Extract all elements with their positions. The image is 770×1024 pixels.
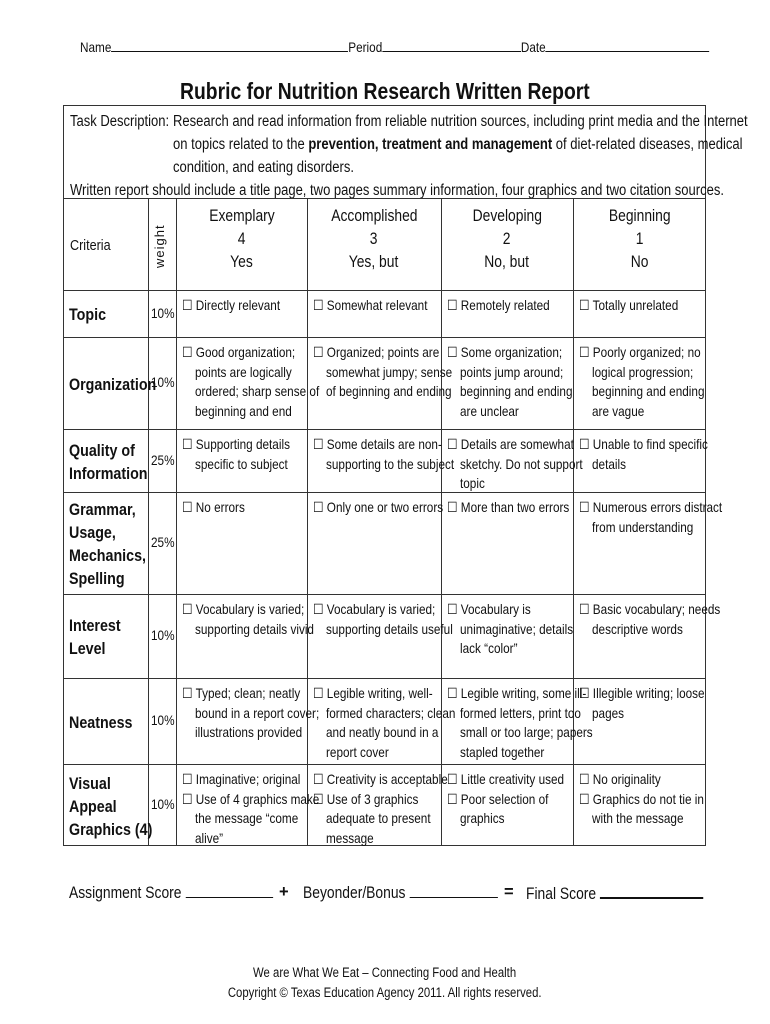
rubric-cell: ☐ Numerous errors distract from understanding xyxy=(579,499,723,535)
rubric-cell: ☐ Directly relevant xyxy=(182,297,281,313)
weight-value: 25% xyxy=(151,534,175,550)
task-line-2: on topics related to the prevention, treatment and management of diet-related diseases, medical xyxy=(173,136,743,153)
weight-value: 10% xyxy=(151,627,175,643)
rubric-cell: ☐ Imaginative; original ☐ Use of 4 graphics make the message “come alive” xyxy=(182,771,320,846)
rubric-cell: ☐ No originality ☐ Graphics do not tie in with the message xyxy=(579,771,704,826)
date-label: Date xyxy=(520,39,546,55)
rubric-cell: ☐ Illegible writing; loose pages xyxy=(579,685,705,721)
weight-value: 10% xyxy=(151,712,175,728)
task-line-3: condition, and eating disorders. xyxy=(173,159,354,176)
rubric-cell: ☐ Only one or two errors xyxy=(313,499,444,515)
row-divider xyxy=(63,198,706,199)
criterion-visual-appeal-graphics-4: Visual Appeal Graphics (4) xyxy=(69,773,153,839)
rubric-cell: ☐ Remotely related xyxy=(447,297,550,313)
criteria-header: Criteria xyxy=(70,237,111,254)
level-header-developing: Developing 2 No, but xyxy=(472,207,542,271)
final-score-blank[interactable] xyxy=(600,883,703,899)
row-divider xyxy=(63,594,706,595)
rubric-cell: ☐ Vocabulary is unimaginative; details lack “color” xyxy=(447,601,574,656)
level-header-beginning: Beginning 1 No xyxy=(608,207,671,271)
rubric-cell: ☐ Legible writing, well- formed characters; clean and neatly bound in a report cover xyxy=(313,685,456,760)
rubric-cell: ☐ Basic vocabulary; needs descriptive words xyxy=(579,601,721,637)
rubric-cell: ☐ Legible writing, some ill- formed letters, print too small or too large; papers stapled together xyxy=(447,685,593,760)
rubric-cell: ☐ Some organization; points jump around; beginning and ending are unclear xyxy=(447,344,573,419)
criterion-grammar-usage-mechanics-spelling: Grammar, Usage, Mechanics, Spelling xyxy=(69,500,146,588)
criterion-topic: Topic xyxy=(69,305,107,324)
rubric-cell: ☐ Poorly organized; no logical progression; beginning and ending are vague xyxy=(579,344,705,419)
period-field[interactable] xyxy=(382,38,521,52)
rubric-cell: ☐ Creativity is acceptable ☐ Use of 3 graphics adequate to present message xyxy=(313,771,448,846)
weight-value: 10% xyxy=(151,374,175,390)
weight-header: weight xyxy=(152,224,167,268)
weight-value: 10% xyxy=(151,304,175,321)
rubric-cell: ☐ Vocabulary is varied; supporting details vivid xyxy=(182,601,314,637)
name-field[interactable] xyxy=(111,38,348,52)
weight-value: 10% xyxy=(151,796,175,812)
plus-sign: + xyxy=(279,883,289,901)
level-header-accomplished: Accomplished 3 Yes, but xyxy=(330,207,418,271)
row-divider xyxy=(63,290,706,291)
row-divider xyxy=(63,429,706,430)
rubric-cell: ☐ More than two errors xyxy=(447,499,570,515)
row-divider xyxy=(63,678,706,679)
rubric-cell: ☐ No errors xyxy=(182,499,245,515)
page-title: Rubric for Nutrition Research Written Report xyxy=(180,78,590,104)
rubric-cell: ☐ Typed; clean; neatly bound in a report cover; illustrations provided xyxy=(182,685,320,740)
equals-sign: = xyxy=(504,883,514,901)
rubric-cell: ☐ Little creativity used ☐ Poor selection of graphics xyxy=(447,771,565,826)
criterion-organization: Organization xyxy=(69,374,157,394)
footer-line-1: We are What We Eat – Connecting Food and Health xyxy=(253,965,517,980)
weight-value: 25% xyxy=(151,451,175,468)
name-label: Name xyxy=(80,39,112,55)
assignment-score-blank[interactable] xyxy=(185,883,272,898)
student-info-line xyxy=(80,38,770,55)
rubric-cell: ☐ Good organization; points are logically ordered; sharp sense of beginning and end xyxy=(182,344,320,419)
task-line-4: Written report should include a title page, two pages summary information, four graphics and two citation sources. xyxy=(70,182,724,199)
row-divider xyxy=(63,764,706,765)
rubric-cell: ☐ Vocabulary is varied; supporting details useful xyxy=(313,601,453,637)
rubric-cell: ☐ Unable to find specific details xyxy=(579,436,708,472)
criterion-quality-of-information: Quality of Information xyxy=(69,440,148,483)
task-line-1: Research and read information from reliable nutrition sources, including print media and the Internet xyxy=(173,113,748,130)
rubric-cell: ☐ Details are somewhat sketchy. Do not support topic xyxy=(447,436,583,491)
column-divider xyxy=(176,198,177,846)
rubric-cell: ☐ Some details are non- supporting to the subject xyxy=(313,436,455,472)
rubric-cell: ☐ Totally unrelated xyxy=(579,297,679,313)
final-score: Final Score xyxy=(526,883,737,904)
date-field[interactable] xyxy=(546,38,710,52)
task-label: Task Description: xyxy=(70,113,170,130)
bonus-score-blank[interactable] xyxy=(409,883,497,898)
rubric-cell: ☐ Somewhat relevant xyxy=(313,297,428,313)
column-divider xyxy=(307,198,308,846)
footer-copyright: Copyright © Texas Education Agency 2011. All rights reserved. xyxy=(228,985,542,1000)
level-header-exemplary: Exemplary 4 Yes xyxy=(208,207,275,271)
rubric-cell: ☐ Organized; points are somewhat jumpy; sense of beginning and ending xyxy=(313,344,453,399)
rubric-cell: ☐ Supporting details specific to subject xyxy=(182,436,290,472)
row-divider xyxy=(63,492,706,493)
bonus-score: Beyonder/Bonus xyxy=(303,883,535,903)
criterion-neatness: Neatness xyxy=(69,712,133,732)
assignment-score: Assignment Score xyxy=(69,883,312,903)
row-divider xyxy=(63,337,706,338)
period-label: Period xyxy=(348,39,383,55)
criterion-interest-level: Interest Level xyxy=(69,616,121,658)
